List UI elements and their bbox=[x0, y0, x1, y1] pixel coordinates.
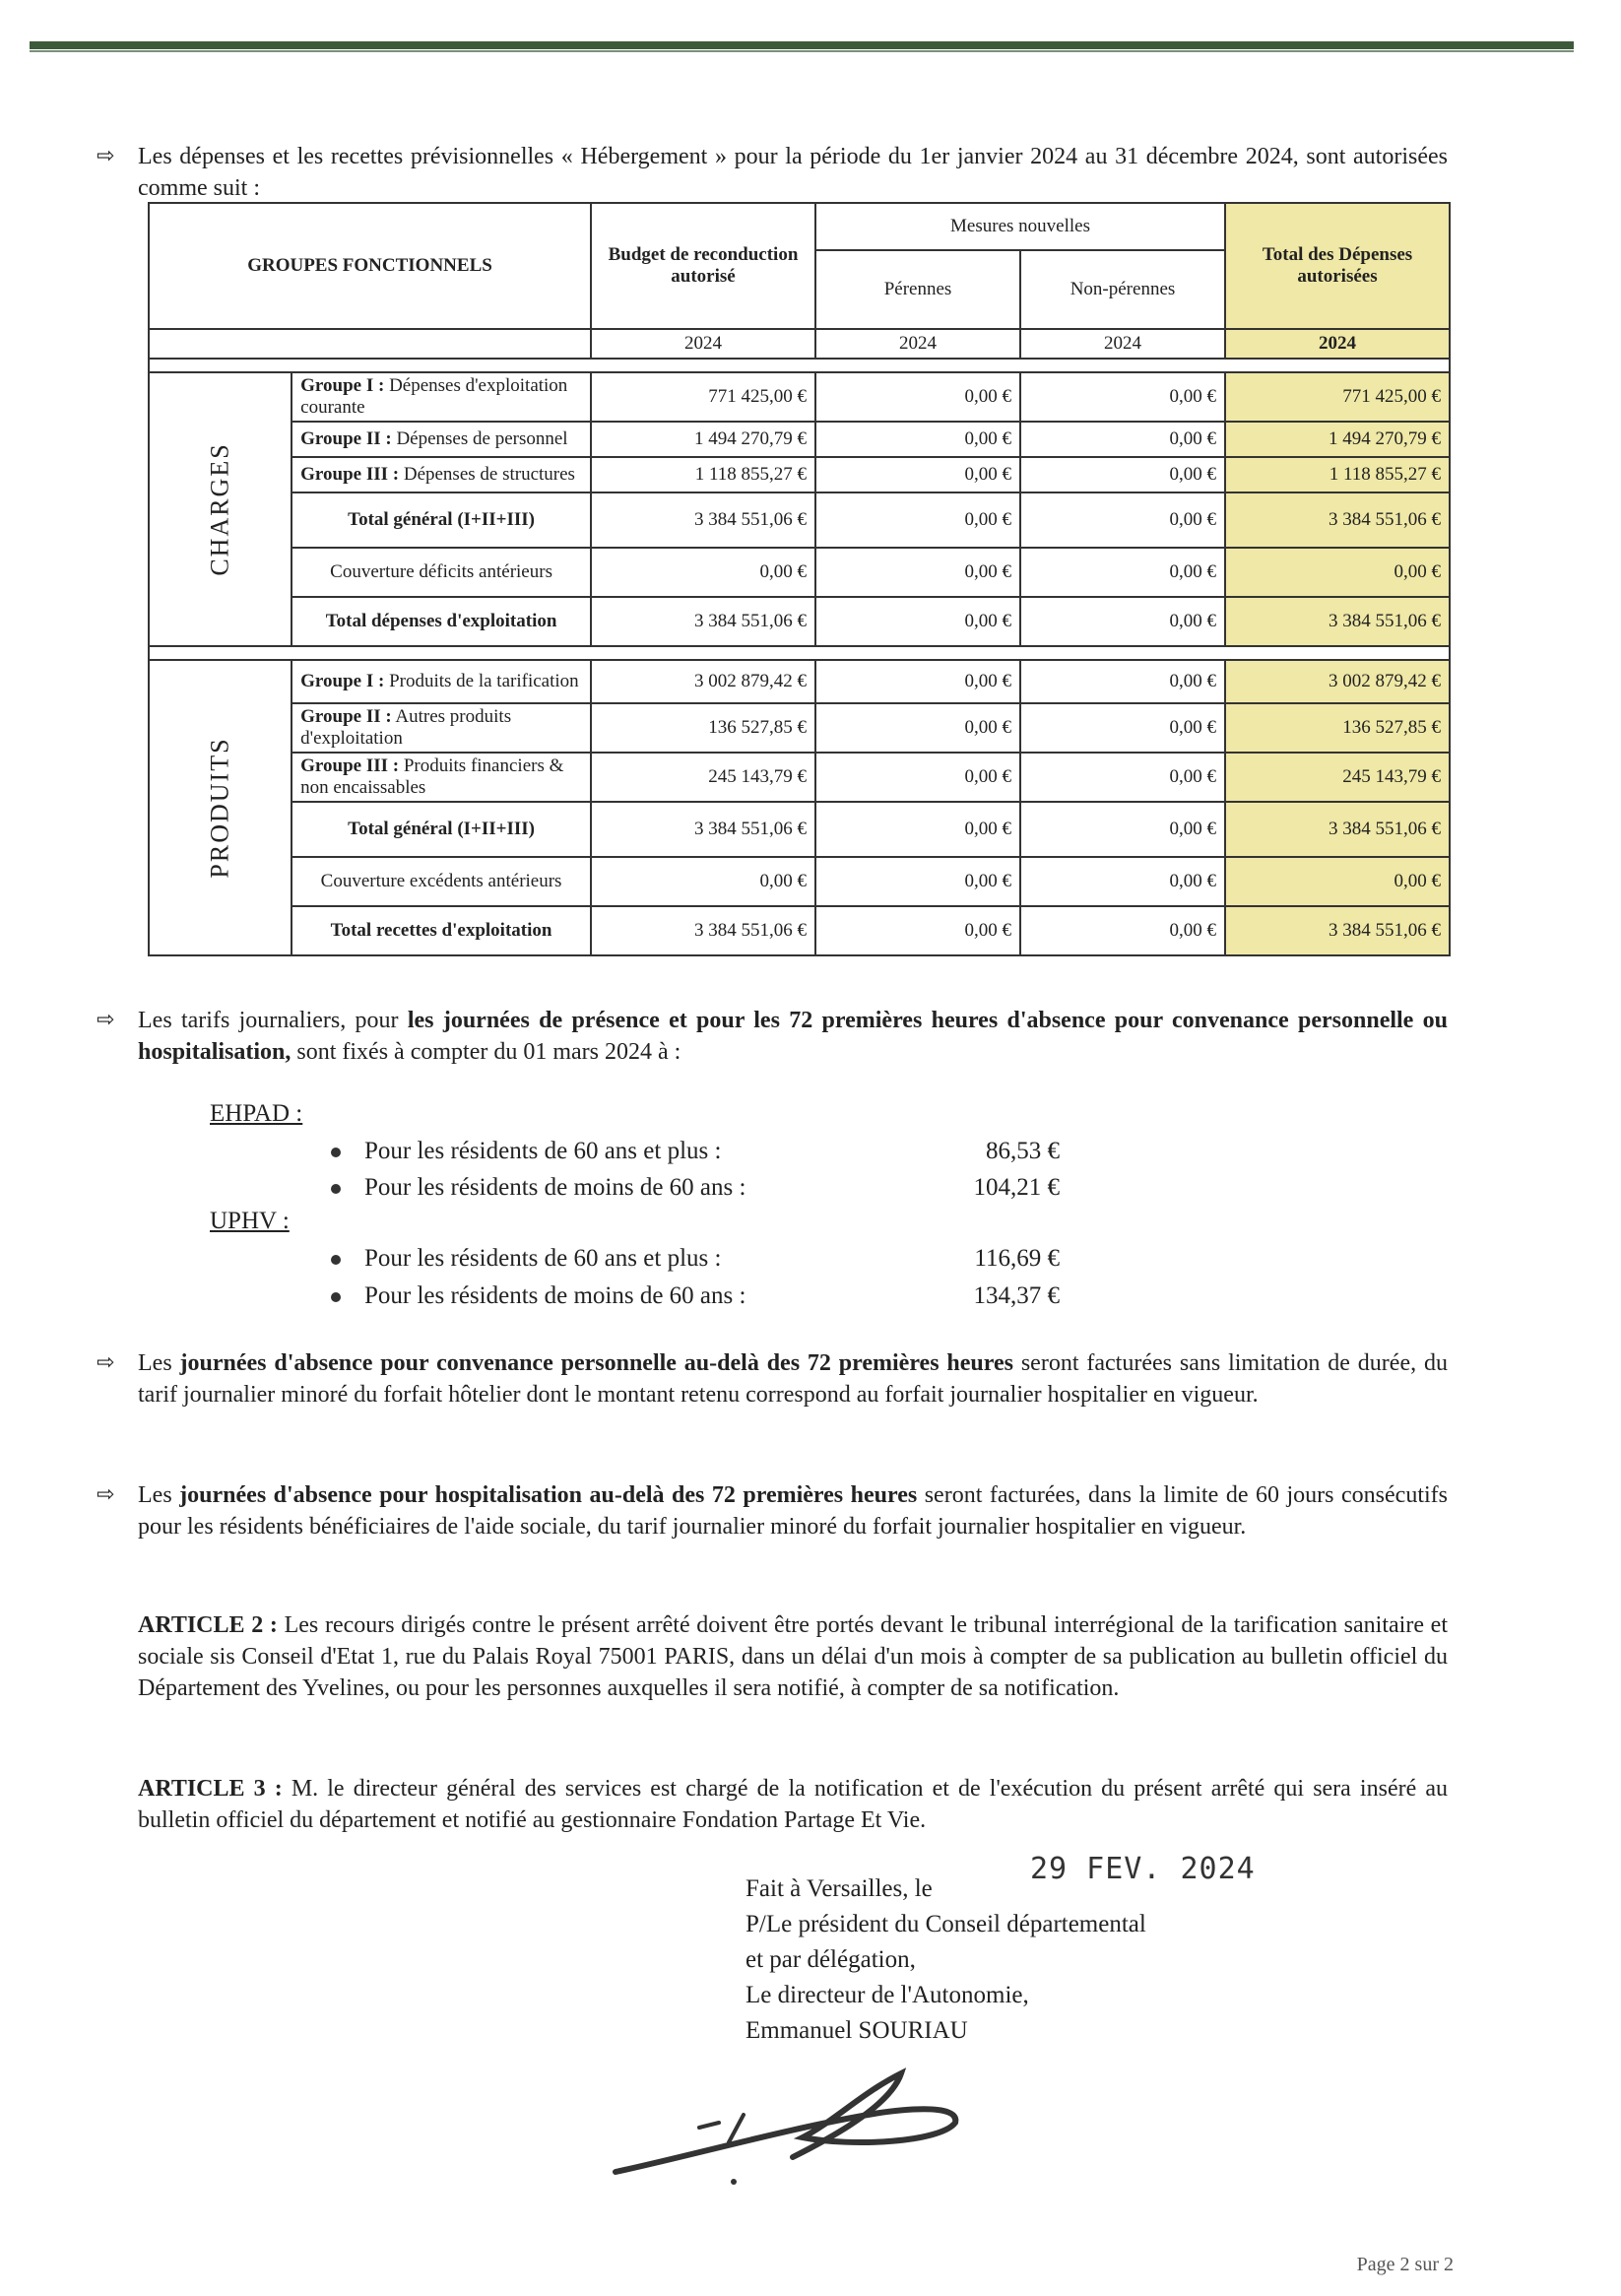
signature-place: Fait à Versailles, le bbox=[746, 1875, 933, 1902]
cell-nonper: 0,00 € bbox=[1020, 597, 1225, 646]
cell-nonper: 0,00 € bbox=[1020, 372, 1225, 422]
table-row bbox=[149, 492, 1450, 548]
cell-per: 0,00 € bbox=[815, 457, 1020, 492]
article-2: ARTICLE 2 : Les recours dirigés contre le présent arrêté doivent être portés devant le tribunal interrégional de la tarification sanitaire et sociale sis Conseil d'Etat 1, rue du Palais Royal 75001 PARIS, dans un délai d'un mois à compter de sa publication au bulletin officiel du Département des Yvelines, ou pour les personnes auxquelles il sera notifié, à compter de sa notification. bbox=[138, 1612, 1448, 1701]
row-label: Couverture excédents antérieurs bbox=[292, 857, 591, 906]
table-row bbox=[149, 548, 1450, 597]
uphv-rate-under-60: Pour les résidents de moins de 60 ans : 134,37 € bbox=[331, 1282, 746, 1310]
absence-convenance-paragraph: ⇨ Les journées d'absence pour convenance personnelle au-delà des 72 premières heures seront facturées sans limitation de durée, du tarif journalier minoré du forfait hôtelier dont le montant retenu correspond au forfait journalier hospitalier en vigueur. bbox=[138, 1347, 1448, 1410]
cell-budget: 3 384 551,06 € bbox=[591, 802, 815, 857]
signature-role: P/Le président du Conseil départemental bbox=[746, 1911, 1146, 1937]
cell-nonper: 0,00 € bbox=[1020, 703, 1225, 753]
row-label: Groupe III : Produits financiers & non encaissables bbox=[292, 753, 591, 802]
cell-budget: 1 118 855,27 € bbox=[591, 457, 815, 492]
cell-total: 0,00 € bbox=[1225, 548, 1450, 597]
cell-nonper: 0,00 € bbox=[1020, 548, 1225, 597]
cell-total: 1 118 855,27 € bbox=[1225, 457, 1450, 492]
table-row bbox=[149, 906, 1450, 955]
ehpad-rate-under-60: Pour les résidents de moins de 60 ans : 104,21 € bbox=[331, 1174, 746, 1202]
cell-budget: 136 527,85 € bbox=[591, 703, 815, 753]
cell-per: 0,00 € bbox=[815, 703, 1020, 753]
produits-vertical-label: PRODUITS bbox=[149, 660, 292, 955]
cell-per: 0,00 € bbox=[815, 906, 1020, 955]
row-label: Groupe II : Autres produits d'exploitation bbox=[292, 703, 591, 753]
header-mesures: Mesures nouvelles bbox=[815, 203, 1225, 250]
table-row bbox=[149, 857, 1450, 906]
charges-vertical-label: CHARGES bbox=[149, 372, 292, 646]
cell-total: 3 384 551,06 € bbox=[1225, 492, 1450, 548]
table-row bbox=[149, 457, 1450, 492]
header-non-perennes: Non-pérennes bbox=[1020, 250, 1225, 329]
cell-total: 3 384 551,06 € bbox=[1225, 597, 1450, 646]
absence-hospi-paragraph: ⇨ Les journées d'absence pour hospitalisation au-delà des 72 premières heures seront facturées, dans la limite de 60 jours consécutifs pour les résidents bénéficiaires de l'aide sociale, du tarif journalier minoré du forfait journalier hospitalier en vigueur. bbox=[138, 1479, 1448, 1542]
bullet-icon bbox=[331, 1255, 341, 1265]
cell-budget: 3 384 551,06 € bbox=[591, 492, 815, 548]
row-label: Total recettes d'exploitation bbox=[292, 906, 591, 955]
cell-total: 3 002 879,42 € bbox=[1225, 660, 1450, 703]
cell-total: 3 384 551,06 € bbox=[1225, 802, 1450, 857]
cell-per: 0,00 € bbox=[815, 492, 1020, 548]
cell-nonper: 0,00 € bbox=[1020, 422, 1225, 457]
cell-budget: 3 002 879,42 € bbox=[591, 660, 815, 703]
bullet-icon bbox=[331, 1292, 341, 1302]
cell-per: 0,00 € bbox=[815, 753, 1020, 802]
cell-total: 245 143,79 € bbox=[1225, 753, 1450, 802]
top-rule bbox=[30, 41, 1574, 49]
ehpad-rate-60-plus: Pour les résidents de 60 ans et plus : 86,53 € bbox=[331, 1138, 721, 1165]
signature-delegation: et par délégation, bbox=[746, 1946, 916, 1973]
bullet-icon bbox=[331, 1148, 341, 1157]
cell-total: 3 384 551,06 € bbox=[1225, 906, 1450, 955]
signature-block bbox=[746, 1871, 1146, 2049]
table-gap bbox=[149, 646, 1450, 660]
budget-table bbox=[148, 202, 1451, 956]
cell-total: 0,00 € bbox=[1225, 857, 1450, 906]
handwritten-signature bbox=[606, 2064, 980, 2192]
row-label: Total dépenses d'exploitation bbox=[292, 597, 591, 646]
signature-name: Emmanuel SOURIAU bbox=[746, 2017, 968, 2044]
intro-paragraph: ⇨ Les dépenses et les recettes prévisionnelles « Hébergement » pour la période du 1er janvier 2024 au 31 décembre 2024, sont autorisées comme suit : bbox=[138, 141, 1448, 204]
cell-total: 771 425,00 € bbox=[1225, 372, 1450, 422]
header-budget: Budget de reconduction autorisé bbox=[591, 203, 815, 329]
cell-nonper: 0,00 € bbox=[1020, 660, 1225, 703]
produits-section bbox=[149, 660, 1450, 955]
cell-per: 0,00 € bbox=[815, 802, 1020, 857]
header-groupes: GROUPES FONCTIONNELS bbox=[149, 203, 591, 329]
cell-per: 0,00 € bbox=[815, 597, 1020, 646]
table-row bbox=[149, 802, 1450, 857]
cell-nonper: 0,00 € bbox=[1020, 906, 1225, 955]
arrow-icon: ⇨ bbox=[97, 1350, 115, 1375]
cell-budget: 245 143,79 € bbox=[591, 753, 815, 802]
year-budget: 2024 bbox=[591, 329, 815, 359]
cell-nonper: 0,00 € bbox=[1020, 857, 1225, 906]
table-row bbox=[149, 422, 1450, 457]
row-label: Groupe II : Dépenses de personnel bbox=[292, 422, 591, 457]
row-label: Total général (I+II+III) bbox=[292, 492, 591, 548]
header-perennes: Pérennes bbox=[815, 250, 1020, 329]
cell-nonper: 0,00 € bbox=[1020, 457, 1225, 492]
top-rule-thin bbox=[30, 50, 1574, 52]
cell-budget: 0,00 € bbox=[591, 857, 815, 906]
cell-per: 0,00 € bbox=[815, 372, 1020, 422]
bullet-icon bbox=[331, 1184, 341, 1194]
table-row bbox=[149, 753, 1450, 802]
table-row bbox=[149, 703, 1450, 753]
arrow-icon: ⇨ bbox=[97, 1482, 115, 1507]
cell-nonper: 0,00 € bbox=[1020, 802, 1225, 857]
article-3: ARTICLE 3 : M. le directeur général des services est chargé de la notification et de l'exécution du présent arrêté qui sera inséré au bulletin officiel du département et notifié au gestionnaire Fondation Partage Et Vie. bbox=[138, 1776, 1448, 1833]
date-stamp: 29 FEV. 2024 bbox=[1030, 1852, 1256, 1886]
signature-title: Le directeur de l'Autonomie, bbox=[746, 1982, 1029, 2008]
cell-per: 0,00 € bbox=[815, 548, 1020, 597]
row-label: Total général (I+II+III) bbox=[292, 802, 591, 857]
cell-nonper: 0,00 € bbox=[1020, 753, 1225, 802]
header-year-blank bbox=[149, 329, 591, 359]
row-label: Groupe I : Dépenses d'exploitation courante bbox=[292, 372, 591, 422]
charges-section bbox=[149, 372, 1450, 646]
table-row bbox=[149, 660, 1450, 703]
cell-per: 0,00 € bbox=[815, 857, 1020, 906]
cell-total: 1 494 270,79 € bbox=[1225, 422, 1450, 457]
table-row bbox=[149, 372, 1450, 422]
header-total: Total des Dépenses autorisées bbox=[1225, 203, 1450, 329]
arrow-icon: ⇨ bbox=[97, 144, 115, 168]
tarifs-paragraph: ⇨ Les tarifs journaliers, pour les journées de présence et pour les 72 premières heures d'absence pour convenance personnelle ou hospitalisation, sont fixés à compter du 01 mars 2024 à : bbox=[138, 1005, 1448, 1068]
page-number: Page 2 sur 2 bbox=[1356, 2254, 1454, 2275]
row-label: Groupe I : Produits de la tarification bbox=[292, 660, 591, 703]
cell-budget: 0,00 € bbox=[591, 548, 815, 597]
year-non-perennes: 2024 bbox=[1020, 329, 1225, 359]
cell-per: 0,00 € bbox=[815, 660, 1020, 703]
cell-budget: 3 384 551,06 € bbox=[591, 597, 815, 646]
cell-budget: 3 384 551,06 € bbox=[591, 906, 815, 955]
year-total: 2024 bbox=[1225, 329, 1450, 359]
uphv-rate-60-plus: Pour les résidents de 60 ans et plus : 116,69 € bbox=[331, 1245, 721, 1273]
cell-nonper: 0,00 € bbox=[1020, 492, 1225, 548]
cell-total: 136 527,85 € bbox=[1225, 703, 1450, 753]
cell-per: 0,00 € bbox=[815, 422, 1020, 457]
cell-budget: 771 425,00 € bbox=[591, 372, 815, 422]
ehpad-title: EHPAD : bbox=[210, 1100, 303, 1127]
cell-budget: 1 494 270,79 € bbox=[591, 422, 815, 457]
arrow-icon: ⇨ bbox=[97, 1008, 115, 1032]
row-label: Couverture déficits antérieurs bbox=[292, 548, 591, 597]
table-gap bbox=[149, 359, 1450, 372]
year-perennes: 2024 bbox=[815, 329, 1020, 359]
uphv-title: UPHV : bbox=[210, 1208, 290, 1234]
row-label: Groupe III : Dépenses de structures bbox=[292, 457, 591, 492]
table-row bbox=[149, 597, 1450, 646]
